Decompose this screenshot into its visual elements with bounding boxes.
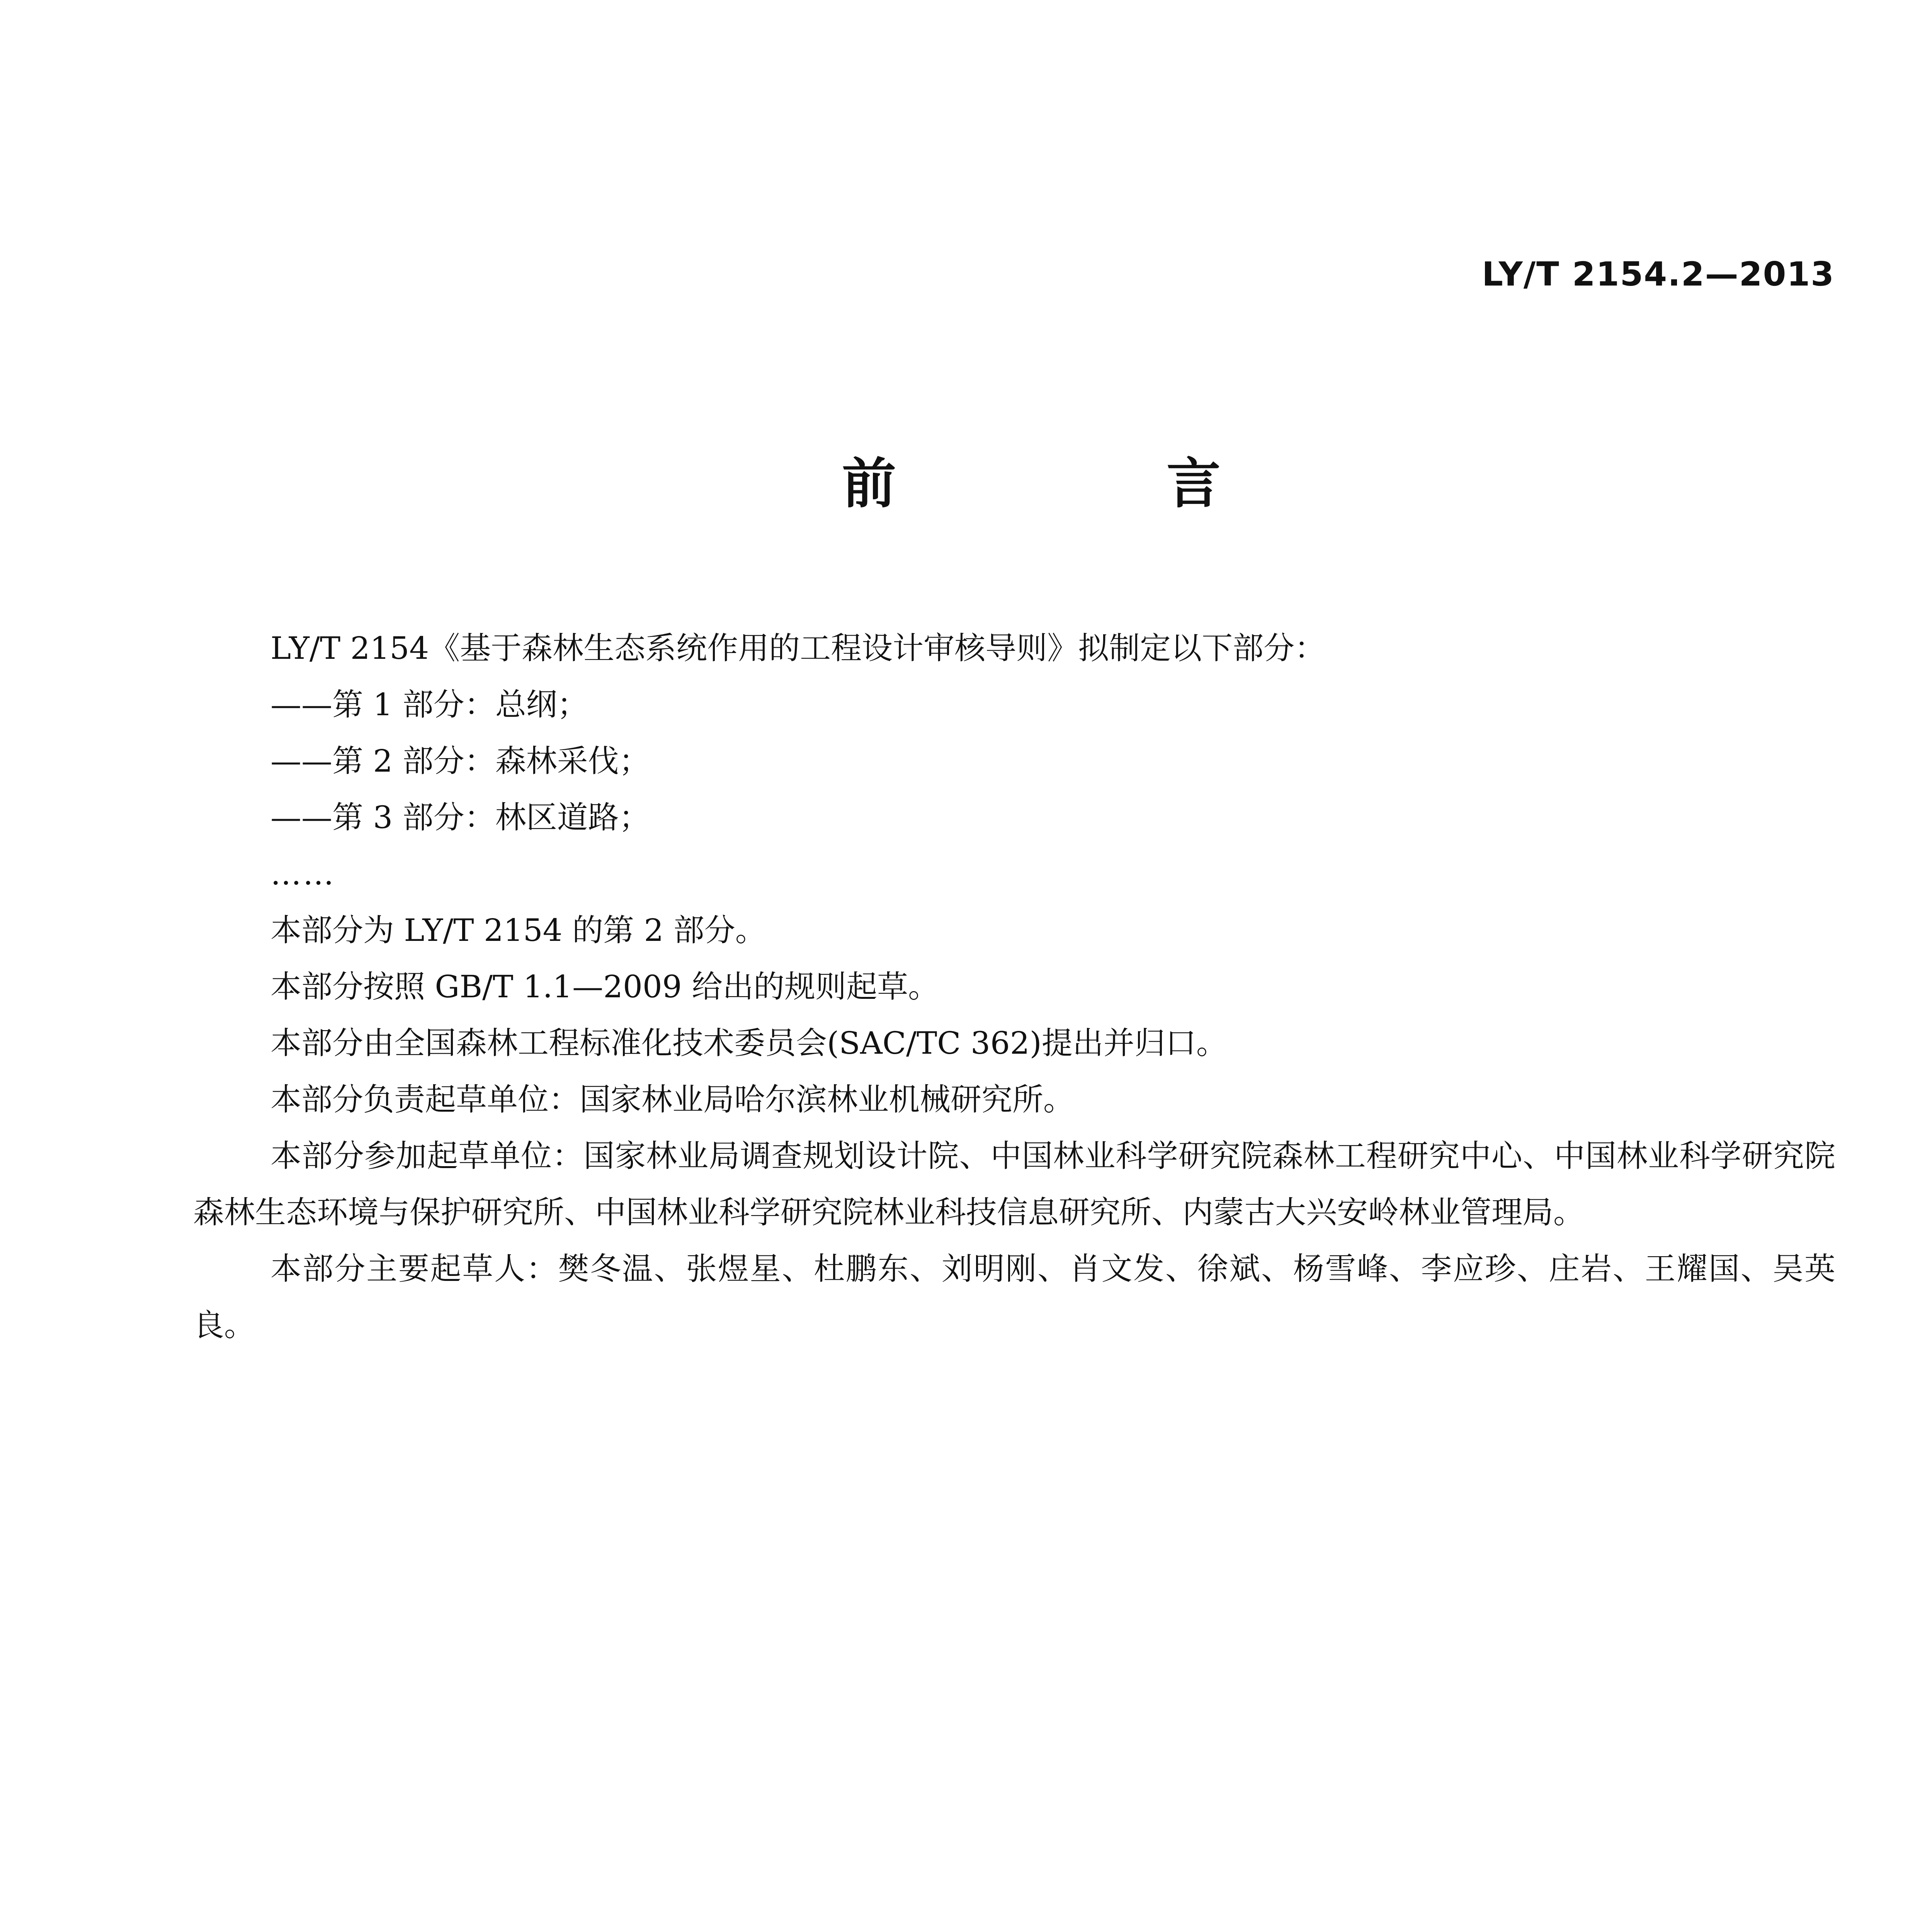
proposer-paragraph: 本部分由全国森林工程标准化技术委员会(SAC/TC 362)提出并归口。 [270, 1025, 1227, 1061]
participating-drafters-paragraph: 本部分参加起草单位：国家林业局调查规划设计院、中国林业科学研究院森林工程研究中心、中国林业科学研究院森林生态环境与保护研究所、中国林业科学研究院林业科技信息研究所、内蒙古大兴安岭林业管理局。 [193, 1138, 1835, 1230]
foreword-body [193, 620, 1835, 1354]
ellipsis-line: …… [270, 856, 335, 892]
page-title: 前 言 [842, 452, 1329, 515]
intro-paragraph: LY/T 2154《基于森林生态系统作用的工程设计审核导则》拟制定以下部分： [270, 630, 1326, 666]
part-list-item: ——第 1 部分：总纲； [270, 687, 588, 723]
drafting-rules-paragraph: 本部分按照 GB/T 1.1—2009 给出的规则起草。 [270, 969, 939, 1005]
main-drafters-paragraph: 本部分主要起草人：樊冬温、张煜星、杜鹏东、刘明刚、肖文发、徐斌、杨雪峰、李应珍、庄岩、王耀国、吴英良。 [193, 1251, 1835, 1343]
part-list-item: ——第 2 部分：森林采伐； [270, 743, 650, 779]
part-statement-paragraph: 本部分为 LY/T 2154 的第 2 部分。 [270, 912, 766, 948]
responsible-drafter-paragraph: 本部分负责起草单位：国家林业局哈尔滨林业机械研究所。 [270, 1082, 1074, 1117]
part-list-item: ——第 3 部分：林区道路； [270, 799, 650, 835]
standard-code: LY/T 2154.2—2013 [1482, 255, 1835, 294]
